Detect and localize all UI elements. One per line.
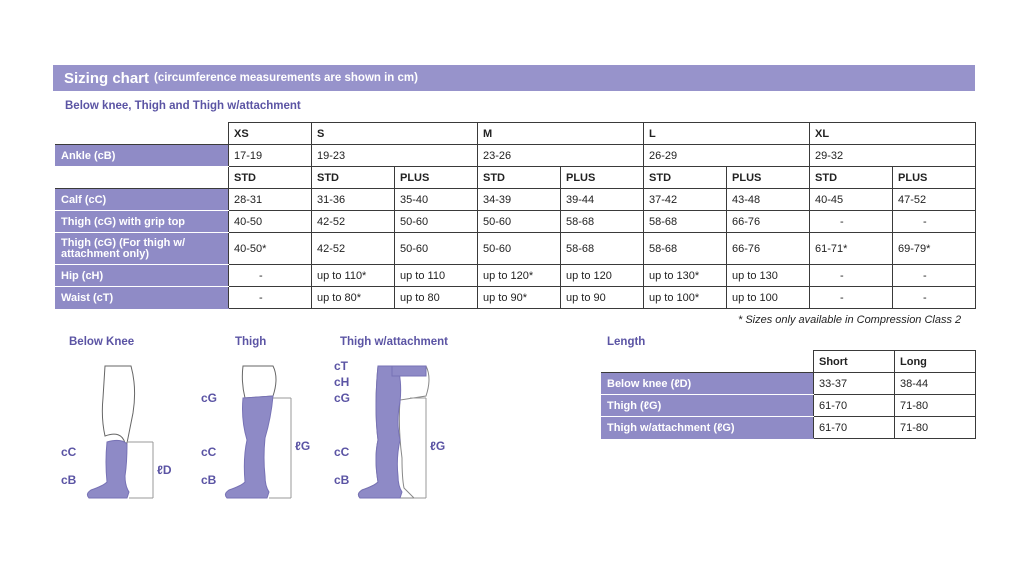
page-title: Sizing chart: [64, 69, 150, 87]
variant-header: PLUS: [893, 167, 976, 189]
row-label-text: Thigh (cG): [61, 236, 116, 249]
table-cell: 28-31: [229, 189, 312, 211]
table-cell: up to 80*: [312, 287, 395, 309]
size-header-row: [56, 123, 976, 145]
table-cell: 71-80: [895, 395, 976, 417]
variant-header-row: [56, 167, 976, 189]
thigh-circ-label: cG: [334, 391, 351, 405]
footnote: * Sizes only available in Compression Class 2: [738, 314, 962, 326]
waist-label: cT: [334, 359, 349, 373]
table-cell: up to 90: [561, 287, 644, 309]
table-cell: -: [229, 265, 312, 287]
ankle-value: 23-26: [478, 145, 644, 167]
ankle-value: 17-19: [229, 145, 312, 167]
table-cell: 33-37: [814, 373, 895, 395]
table-cell: 42-52: [312, 233, 395, 265]
table-cell: -: [229, 287, 312, 309]
variant-header: STD: [229, 167, 312, 189]
table-cell: 58-68: [644, 233, 727, 265]
table-cell: 66-76: [727, 211, 810, 233]
length-header-row: [602, 351, 976, 373]
thigh-title: Thigh: [235, 336, 267, 348]
table-cell: up to 80: [395, 287, 478, 309]
ankle-label: cB: [334, 473, 350, 487]
table-cell: up to 90*: [478, 287, 561, 309]
row-label: Thigh (ℓG): [602, 395, 814, 417]
section-title: Below knee, Thigh and Thigh w/attachment: [65, 100, 301, 112]
thigh-leg-diagram: [195, 358, 325, 508]
table-cell: 71-80: [895, 417, 976, 439]
table-cell: 50-60: [395, 211, 478, 233]
row-label: Ankle (cB): [56, 145, 229, 167]
table-cell: 58-68: [561, 233, 644, 265]
table-cell: up to 110*: [312, 265, 395, 287]
table-cell: -: [893, 265, 976, 287]
length-table: [601, 350, 976, 439]
table-cell: 40-50: [229, 211, 312, 233]
row-label: [56, 233, 229, 265]
table-cell: -: [893, 287, 976, 309]
blank-cell: [56, 167, 229, 189]
table-row: [56, 265, 976, 287]
table-row: [56, 211, 976, 233]
size-header: M: [478, 123, 644, 145]
ankle-row: [56, 145, 976, 167]
table-cell: up to 100*: [644, 287, 727, 309]
table-cell: 37-42: [644, 189, 727, 211]
table-cell: 43-48: [727, 189, 810, 211]
calf-label: cC: [201, 445, 217, 459]
size-header: XL: [810, 123, 976, 145]
length-header: Short: [814, 351, 895, 373]
row-label: Thigh (cG) with grip top: [56, 211, 229, 233]
ankle-value: 19-23: [312, 145, 478, 167]
thigh-attachment-title: Thigh w/attachment: [340, 336, 448, 348]
table-cell: up to 130*: [644, 265, 727, 287]
table-cell: up to 120: [561, 265, 644, 287]
table-row: [602, 395, 976, 417]
table-cell: 61-71*: [810, 233, 893, 265]
table-cell: 47-52: [893, 189, 976, 211]
below-knee-title: Below Knee: [69, 336, 135, 348]
ankle-label: cB: [201, 473, 217, 487]
table-row: [56, 189, 976, 211]
variant-header: STD: [312, 167, 395, 189]
length-label: ℓD: [157, 463, 172, 477]
table-cell: 61-70: [814, 395, 895, 417]
table-cell: 69-79*: [893, 233, 976, 265]
table-cell: 39-44: [561, 189, 644, 211]
blank-cell: [602, 351, 814, 373]
table-cell: -: [893, 211, 976, 233]
table-cell: 61-70: [814, 417, 895, 439]
table-row: [56, 233, 976, 265]
table-cell: 58-68: [561, 211, 644, 233]
table-cell: 40-45: [810, 189, 893, 211]
size-header: XS: [229, 123, 312, 145]
row-label: Calf (cC): [56, 189, 229, 211]
size-header: L: [644, 123, 810, 145]
variant-header: STD: [644, 167, 727, 189]
row-label: Thigh w/attachment (ℓG): [602, 417, 814, 439]
table-cell: 50-60: [395, 233, 478, 265]
row-label: Waist (cT): [56, 287, 229, 309]
table-row: [56, 287, 976, 309]
hip-label: cH: [334, 375, 350, 389]
calf-label: cC: [334, 445, 350, 459]
length-header: Long: [895, 351, 976, 373]
length-label: ℓG: [430, 439, 446, 453]
length-title: Length: [607, 336, 646, 348]
table-row: [602, 373, 976, 395]
table-cell: -: [810, 265, 893, 287]
table-cell: -: [810, 211, 893, 233]
ankle-value: 26-29: [644, 145, 810, 167]
variant-header: PLUS: [561, 167, 644, 189]
table-cell: 34-39: [478, 189, 561, 211]
table-cell: up to 100: [727, 287, 810, 309]
calf-label: cC: [61, 445, 77, 459]
table-cell: up to 110: [395, 265, 478, 287]
table-cell: 31-36: [312, 189, 395, 211]
table-cell: up to 120*: [478, 265, 561, 287]
table-cell: 42-52: [312, 211, 395, 233]
ankle-label: cB: [61, 473, 77, 487]
ankle-value: 29-32: [810, 145, 976, 167]
variant-header: STD: [810, 167, 893, 189]
table-cell: 35-40: [395, 189, 478, 211]
table-cell: 50-60: [478, 233, 561, 265]
row-label: Hip (cH): [56, 265, 229, 287]
row-label: Below knee (ℓD): [602, 373, 814, 395]
table-cell: -: [810, 287, 893, 309]
table-cell: 50-60: [478, 211, 561, 233]
title-note: (circumference measurements are shown in cm): [154, 72, 418, 84]
sizing-table: [55, 122, 976, 309]
variant-header: PLUS: [395, 167, 478, 189]
row-label-note: (For thigh w/ attachment only): [61, 236, 186, 260]
table-row: [602, 417, 976, 439]
size-header: S: [312, 123, 478, 145]
variant-header: PLUS: [727, 167, 810, 189]
table-cell: 38-44: [895, 373, 976, 395]
below-knee-leg-diagram: [55, 358, 185, 508]
thigh-attachment-leg-diagram: [330, 358, 465, 508]
title-banner: [53, 65, 975, 91]
table-cell: 58-68: [644, 211, 727, 233]
blank-cell: [56, 123, 229, 145]
table-cell: 40-50*: [229, 233, 312, 265]
variant-header: STD: [478, 167, 561, 189]
thigh-circ-label: cG: [201, 391, 218, 405]
table-cell: up to 130: [727, 265, 810, 287]
table-cell: 66-76: [727, 233, 810, 265]
length-label: ℓG: [295, 439, 311, 453]
